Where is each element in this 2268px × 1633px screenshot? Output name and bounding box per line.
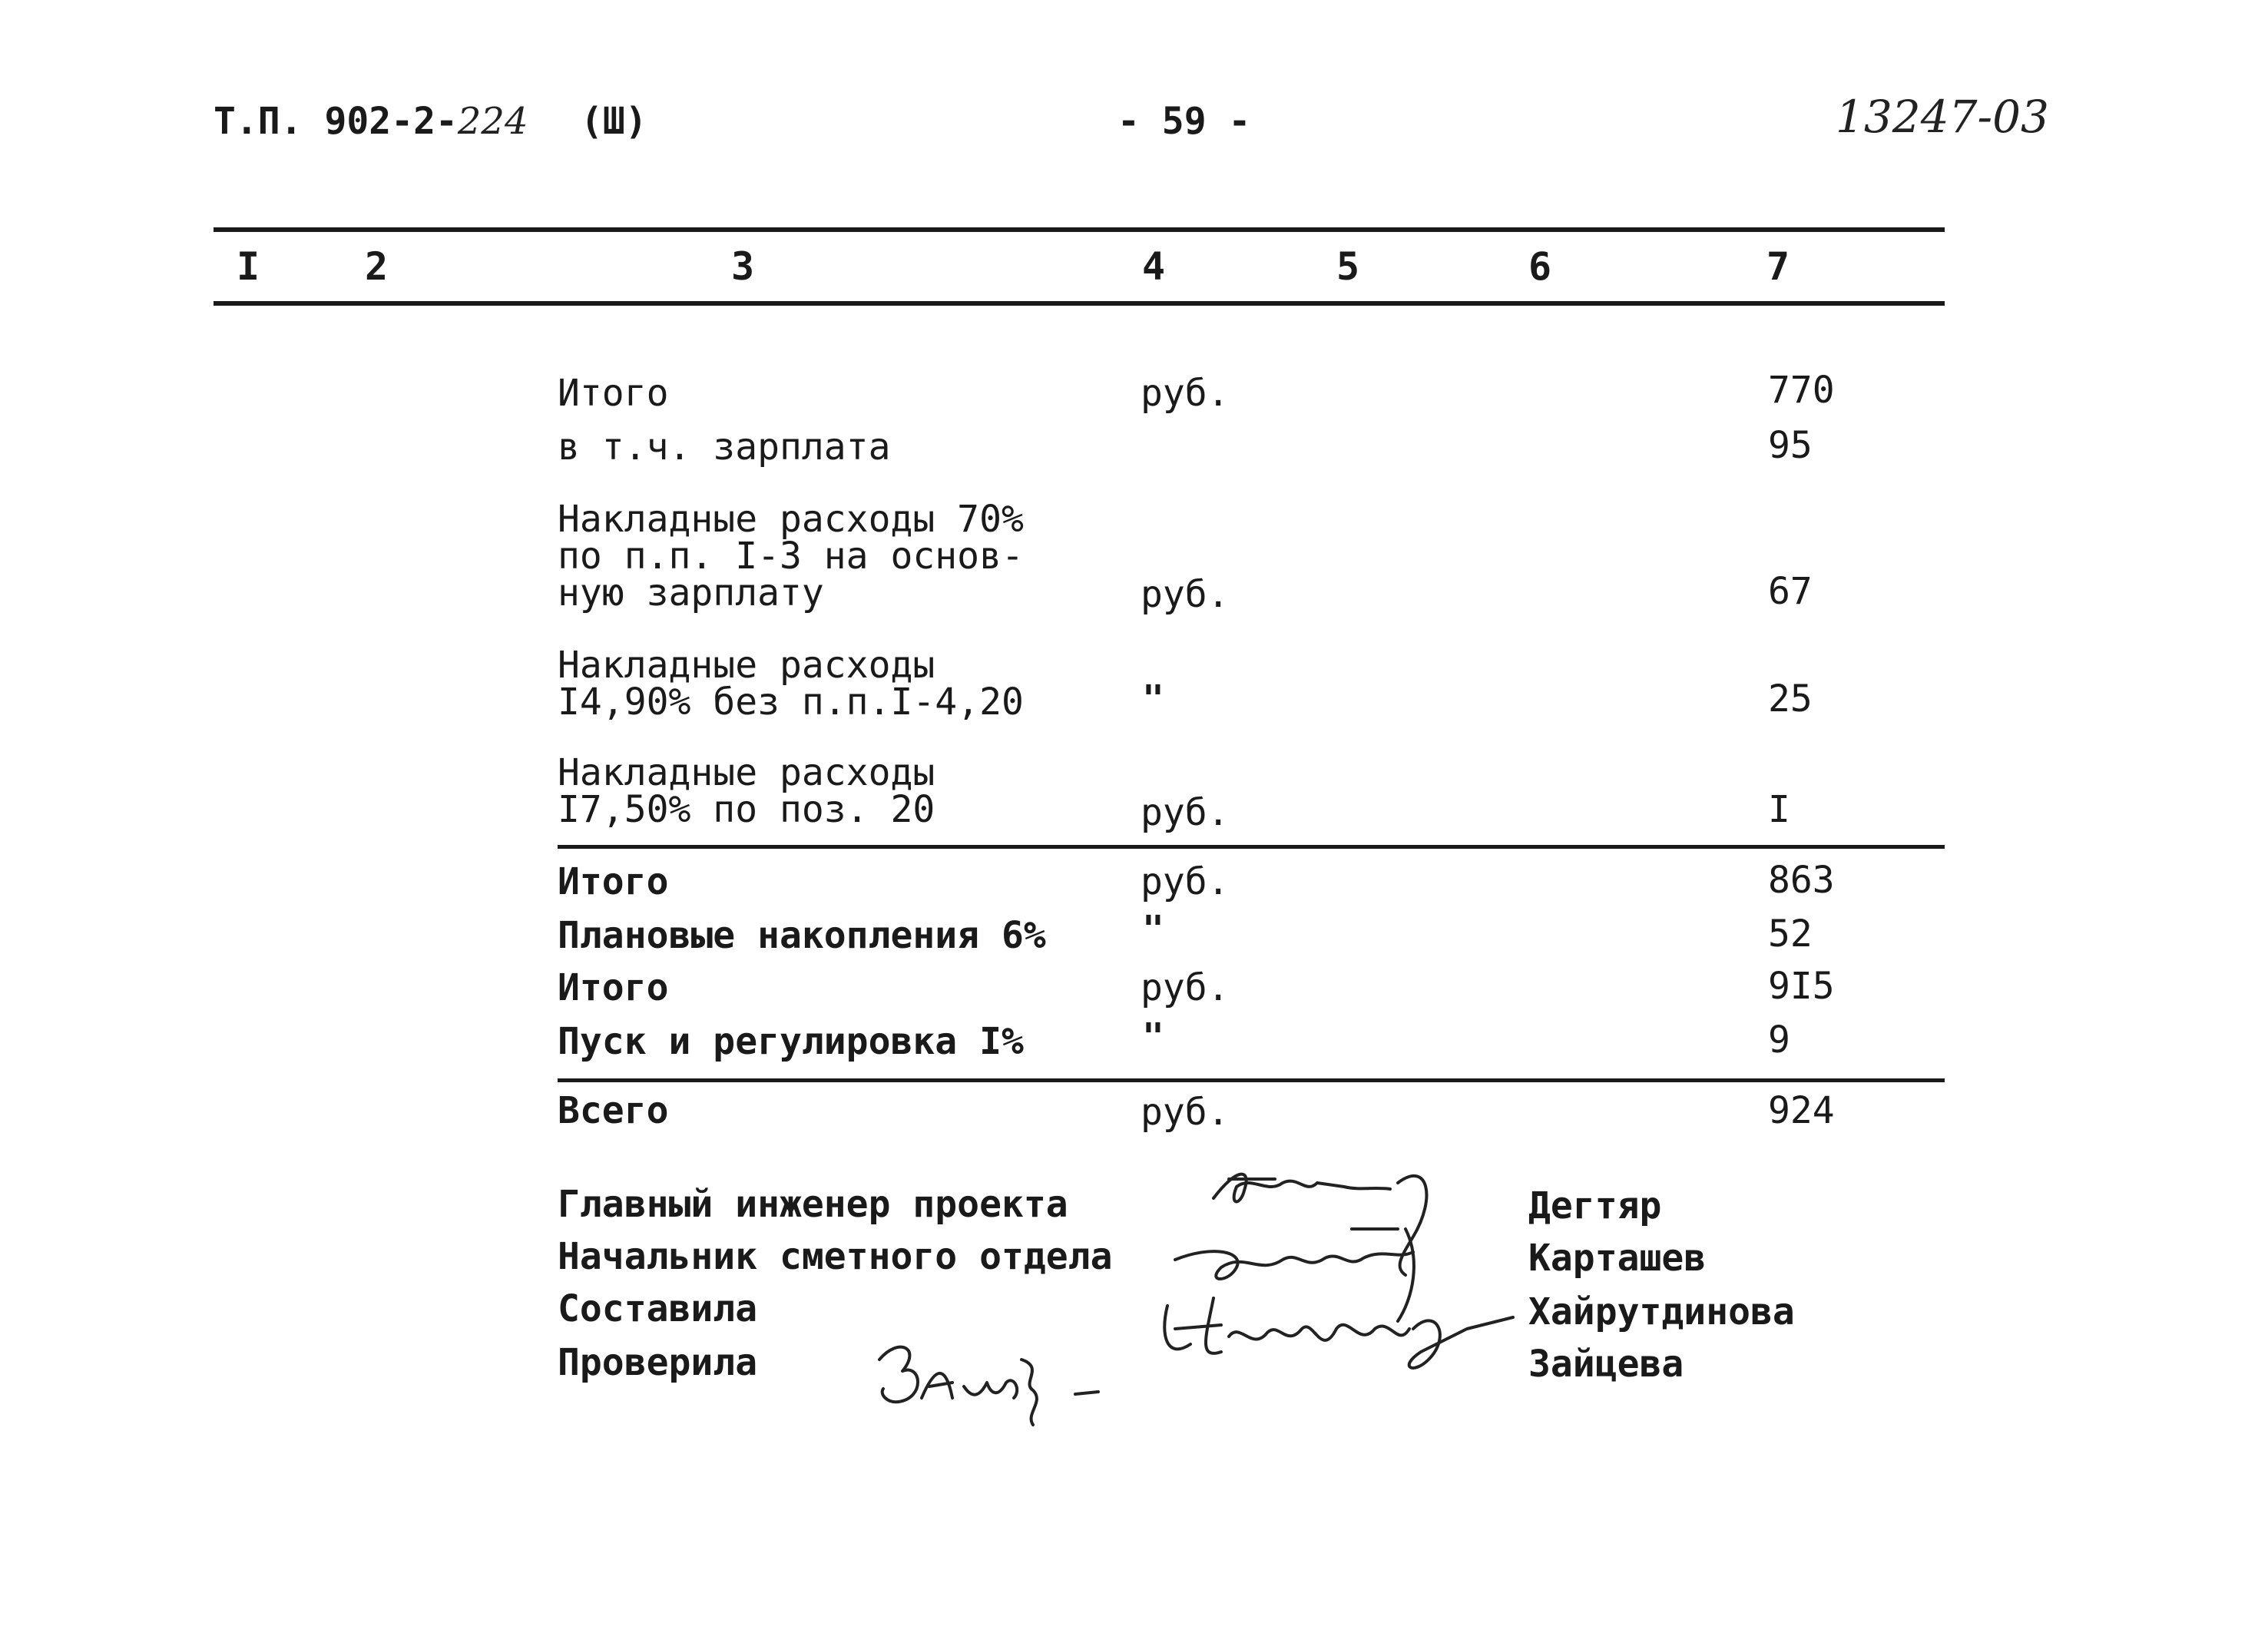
document-code	[214, 100, 528, 143]
column-number-1: I	[237, 244, 260, 289]
table-top-rule	[214, 227, 1945, 232]
row-value-total: 924	[1768, 1089, 1835, 1132]
signature-name: Хайрутдинова	[1528, 1290, 1795, 1333]
row-value: 863	[1768, 859, 1835, 902]
column-number-6: 6	[1528, 244, 1552, 289]
row-label: Пуск и регулировка I%	[558, 1020, 1024, 1063]
signature-name: Зайцева	[1528, 1343, 1684, 1386]
row-value: 9I5	[1768, 965, 1835, 1008]
handwritten-signature-checked-by	[868, 1329, 1114, 1429]
row-unit-ditto: "	[1142, 677, 1164, 720]
row-label-line: I7,50% по поз. 20	[558, 788, 935, 831]
row-value: 67	[1768, 570, 1813, 613]
signature-name: Карташев	[1528, 1237, 1707, 1280]
row-label: Плановые накопления 6%	[558, 914, 1046, 957]
column-number-5: 5	[1336, 244, 1360, 289]
page-number: - 59 -	[1117, 100, 1251, 143]
row-unit: руб.	[1141, 372, 1230, 415]
signature-role: Начальник сметного отдела	[558, 1235, 1113, 1278]
row-value: 25	[1768, 677, 1813, 720]
row-label-line: Накладные расходы	[558, 644, 935, 687]
row-unit: руб.	[1141, 966, 1230, 1009]
row-label-line: по п.п. I-3 на основ-	[558, 535, 1024, 578]
row-label: Итого	[558, 860, 669, 903]
row-unit-ditto: "	[1142, 1015, 1164, 1058]
row-unit: руб.	[1141, 573, 1230, 616]
document-code-prefix: Т.П. 902-2-	[214, 100, 458, 143]
row-unit-ditto: "	[1142, 908, 1164, 951]
row-label: Итого	[558, 966, 669, 1009]
row-value: 9	[1768, 1019, 1790, 1062]
subtotal-rule	[558, 845, 1945, 849]
document-section: (Ш)	[581, 100, 647, 143]
archive-number: 13247-03	[1836, 91, 2049, 143]
signature-name: Дегтяр	[1528, 1184, 1662, 1227]
document-code-handwritten: 224	[457, 100, 528, 143]
column-number-4: 4	[1142, 244, 1166, 289]
row-value: 52	[1768, 913, 1813, 956]
table-header-rule	[214, 301, 1945, 306]
signature-role: Главный инженер проекта	[558, 1183, 1068, 1226]
handwritten-signature-compiled-by	[1144, 1275, 1544, 1398]
column-number-2: 2	[365, 244, 389, 289]
row-label-line: I4,90% без п.п.I-4,20	[558, 681, 1024, 724]
row-label: в т.ч. зарплата	[558, 426, 891, 469]
row-value: I	[1768, 788, 1790, 831]
row-unit: руб.	[1141, 1091, 1230, 1134]
signature-role: Проверила	[558, 1341, 758, 1384]
row-label: Итого	[558, 372, 669, 415]
row-value: 770	[1768, 369, 1835, 412]
column-number-3: 3	[731, 244, 755, 289]
total-rule	[558, 1078, 1945, 1082]
signature-role: Составила	[558, 1287, 758, 1330]
row-label-total: Всего	[558, 1089, 669, 1132]
row-label-line: Накладные расходы	[558, 751, 935, 794]
row-unit: руб.	[1141, 860, 1230, 903]
column-number-7: 7	[1766, 244, 1790, 289]
row-label-line: ную зарплату	[558, 571, 824, 614]
row-unit: руб.	[1141, 791, 1230, 834]
row-label-line: Накладные расходы 70%	[558, 498, 1024, 541]
row-value: 95	[1768, 424, 1813, 467]
